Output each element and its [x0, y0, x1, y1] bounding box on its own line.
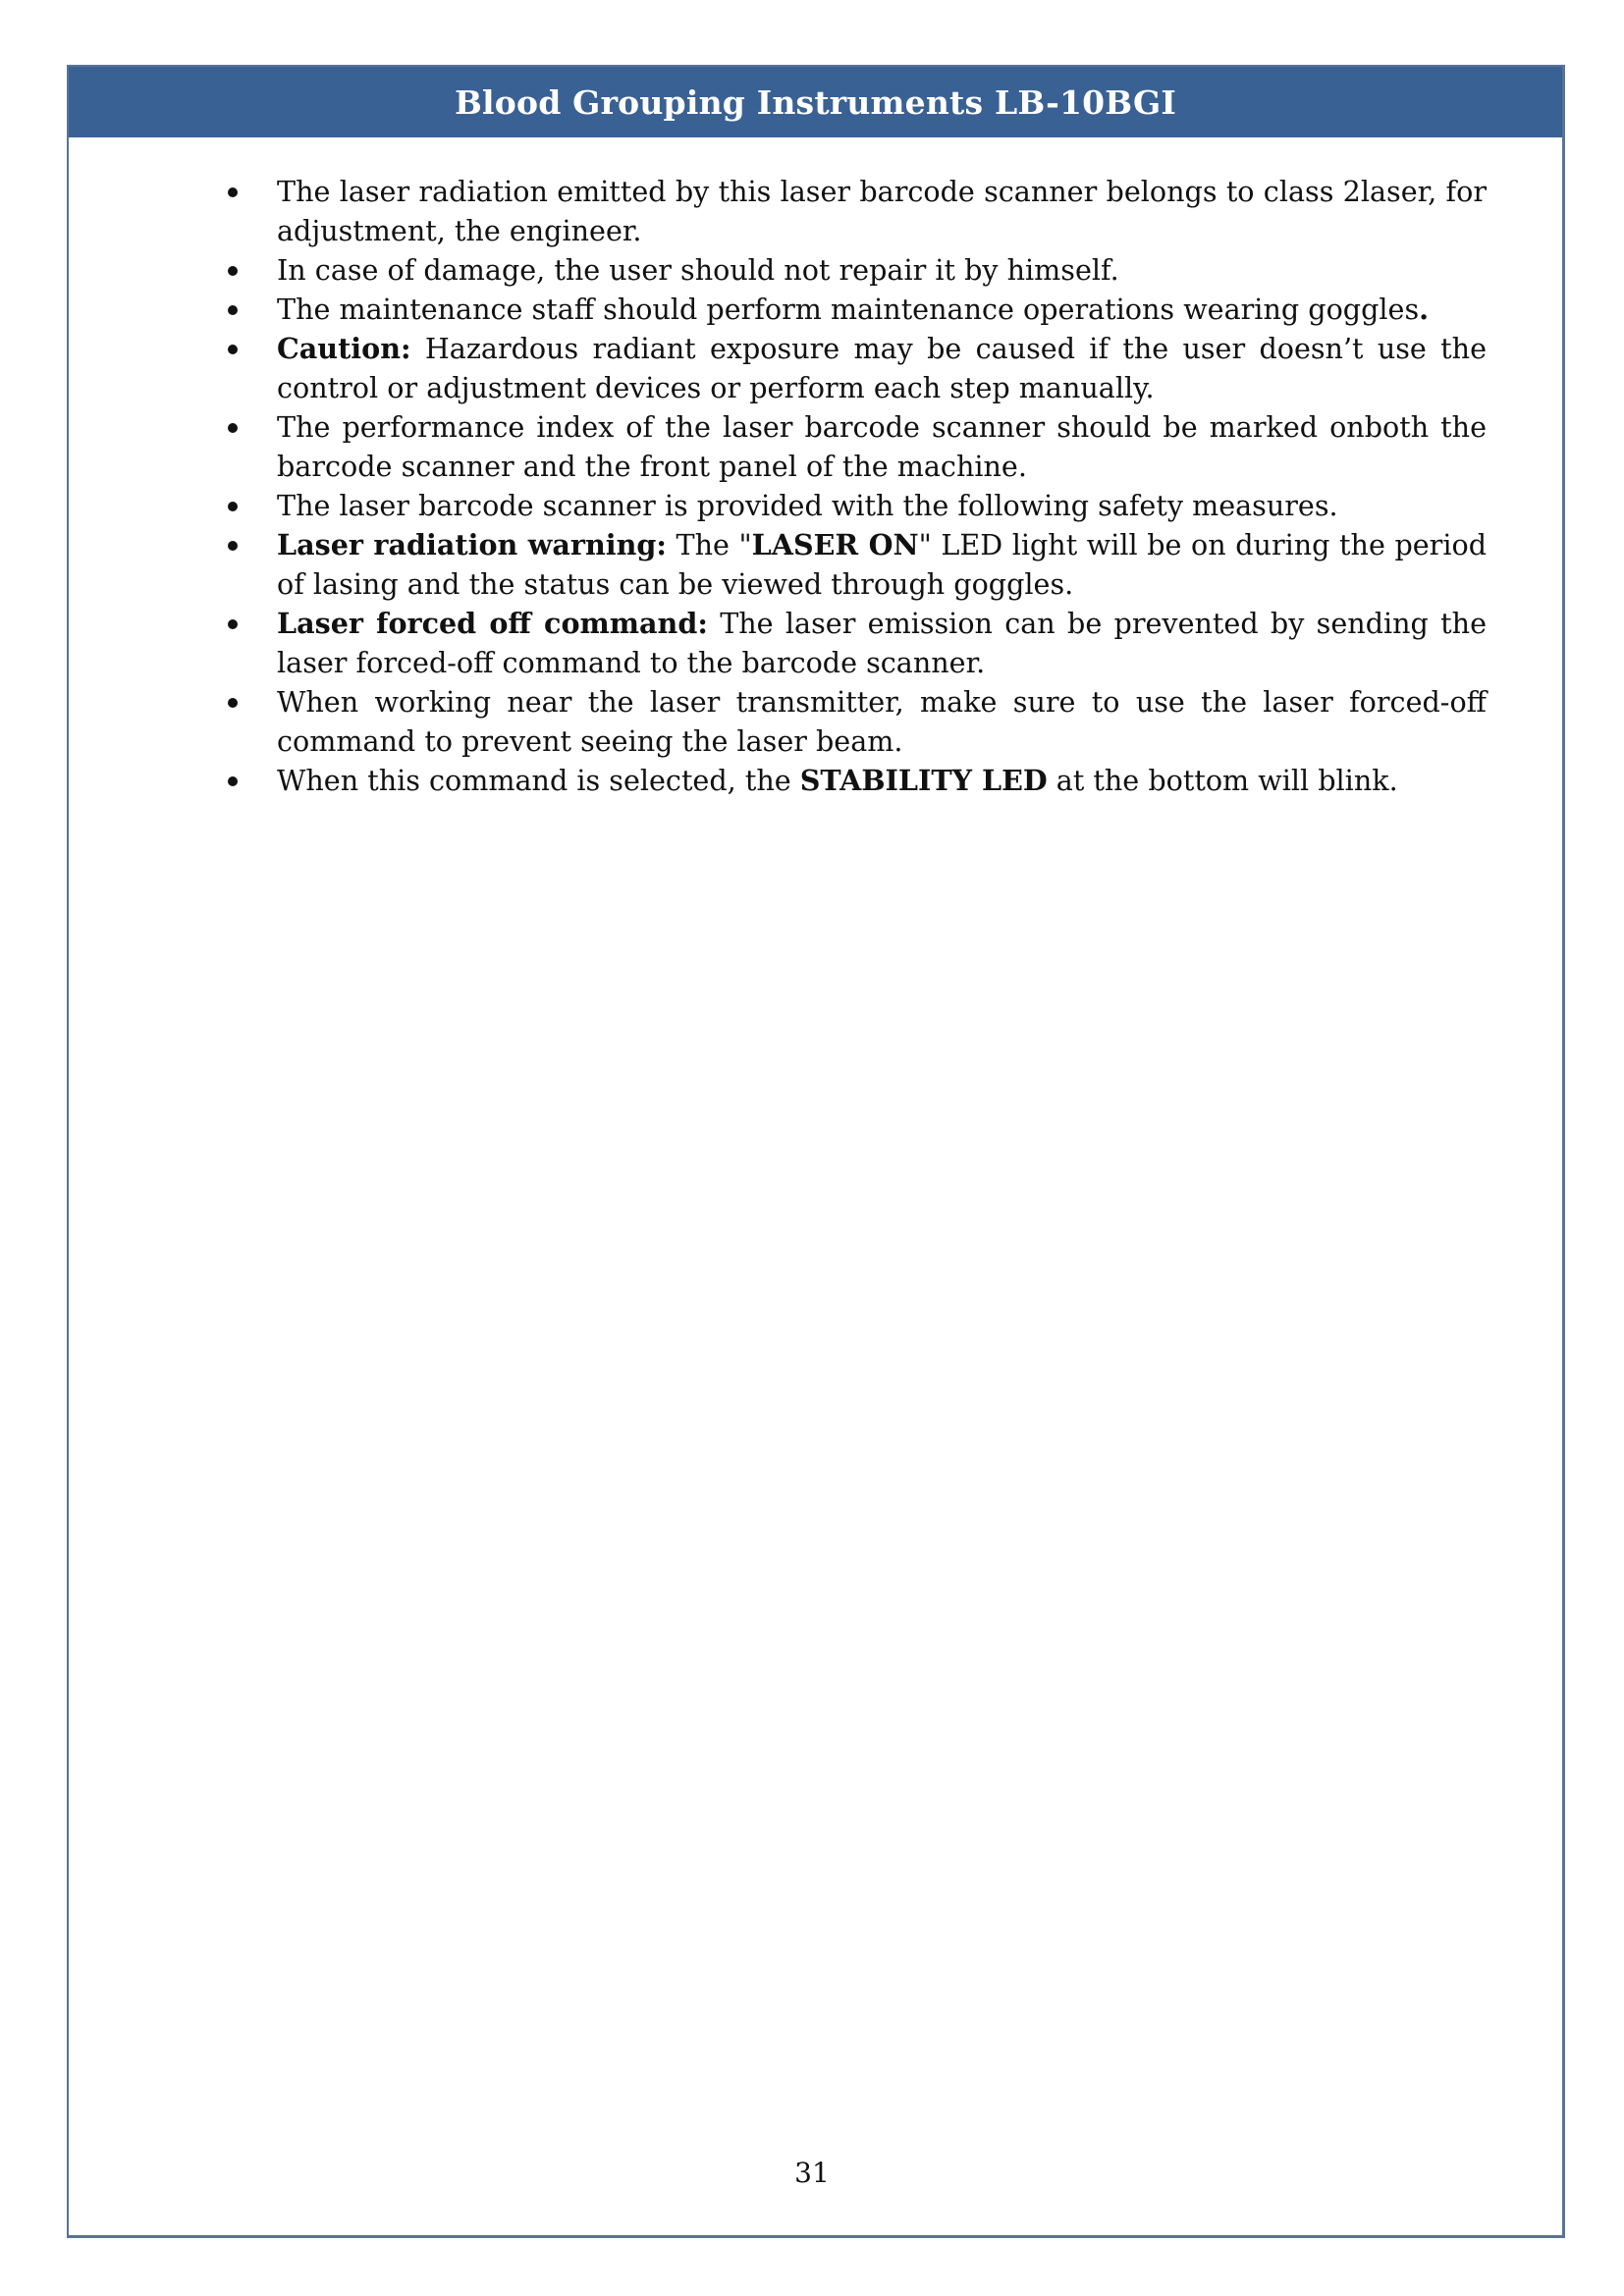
bullet-icon — [228, 619, 238, 629]
list-item-text: When working near the laser transmitter, make sure to use the laser forced-off command to prevent seeing the laser beam. — [277, 685, 1487, 758]
list-item-text-continued: " LED light will be on during the period of lasing and the status can be viewed through goggles. — [277, 528, 1488, 601]
list-item — [210, 290, 1487, 329]
list-item — [210, 329, 1487, 407]
bullet-icon — [228, 266, 238, 276]
list-item-text: When this command is selected, the — [277, 764, 800, 797]
list-item-text-continued: at the bottom will blink. — [1047, 764, 1398, 797]
list-item — [210, 761, 1487, 800]
bullet-icon — [228, 305, 238, 315]
list-item-text: The performance index of the laser barcode scanner should be marked onboth the barcode scanner and the front panel of the machine. — [277, 410, 1487, 483]
list-item-text: The laser emission can be prevented by sending the laser forced-off command to the barcode scanner. — [277, 607, 1487, 679]
list-item-bold-inline: STABILITY LED — [799, 764, 1048, 797]
list-item — [210, 250, 1487, 290]
bullet-icon — [228, 502, 238, 511]
bullet-icon — [228, 541, 238, 551]
bullet-icon — [228, 698, 238, 708]
list-item-text: Hazardous radiant exposure may be caused if the user doesn’t use the control or adjustment devices or perform each step manually. — [277, 332, 1487, 404]
list-item-text: The laser barcode scanner is provided with the following safety measures. — [277, 489, 1338, 522]
list-item-text: The " — [666, 528, 752, 561]
list-item-bold-lead: Laser radiation warning: — [277, 528, 667, 561]
bullet-icon — [228, 776, 238, 786]
bullet-icon — [228, 345, 238, 354]
bullet-icon — [228, 187, 238, 197]
list-item — [210, 604, 1487, 682]
page-number: 31 — [794, 2157, 830, 2189]
list-item-bold-suffix: . — [1419, 293, 1430, 326]
list-item-text: The maintenance staff should perform maintenance operations wearing goggles — [277, 293, 1420, 326]
list-item-bold-inline: LASER ON — [751, 528, 919, 561]
header-title: Blood Grouping Instruments LB-10BGI — [454, 82, 1177, 122]
list-item-text: The laser radiation emitted by this laser barcode scanner belongs to class 2laser, for adjustment, the engineer. — [277, 175, 1487, 247]
list-item-bold-lead: Laser forced off command: — [277, 607, 708, 640]
list-item — [210, 525, 1487, 604]
safety-bullet-list — [210, 172, 1487, 800]
list-item — [210, 407, 1487, 486]
list-item — [210, 682, 1487, 761]
list-item — [210, 172, 1487, 250]
bullet-icon — [228, 423, 238, 433]
list-item-bold-lead: Caution: — [277, 332, 411, 365]
page-header — [69, 67, 1562, 137]
list-item-text: In case of damage, the user should not repair it by himself. — [277, 253, 1119, 287]
list-item — [210, 486, 1487, 525]
